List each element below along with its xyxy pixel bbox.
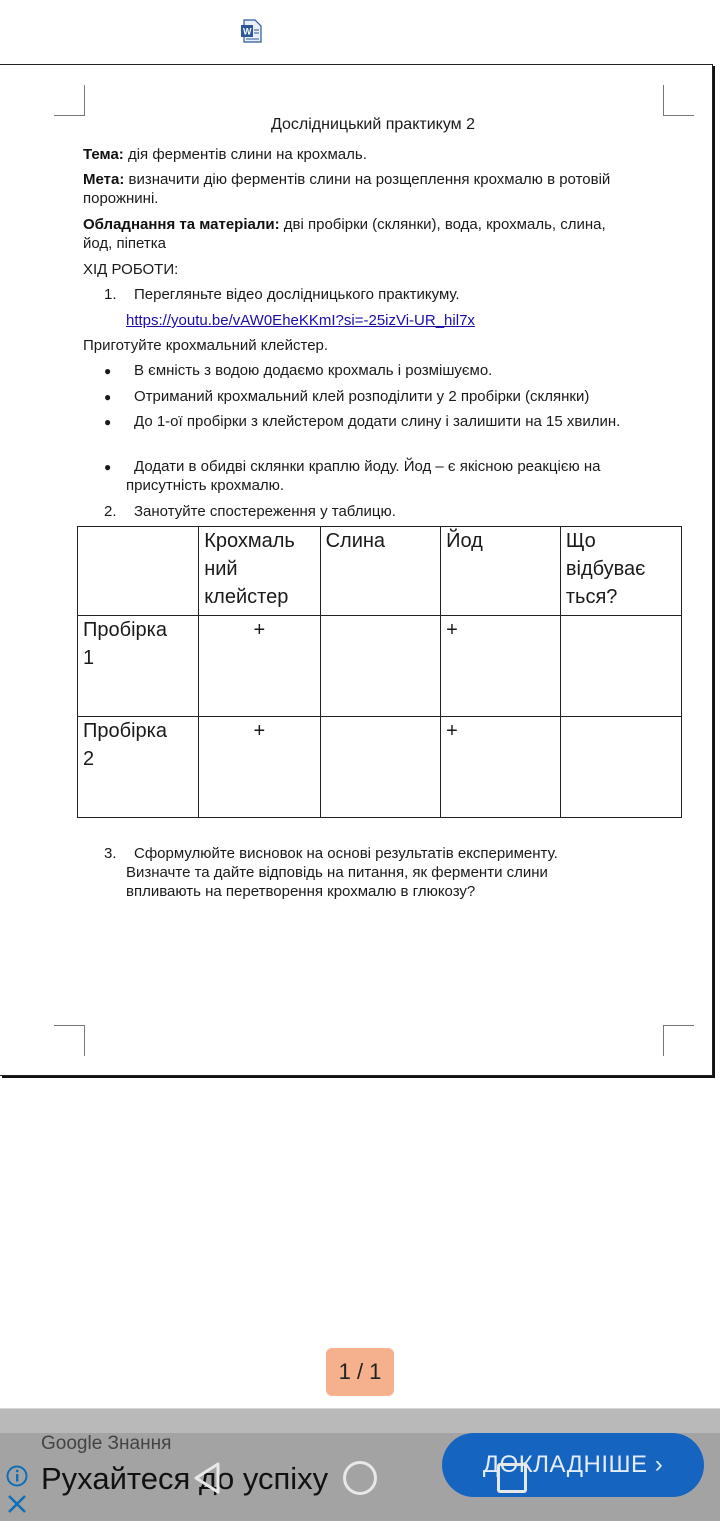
step-2-number: 2. bbox=[104, 503, 117, 520]
bullet-marker: ● bbox=[104, 460, 112, 474]
bullet-item-2-text: Отриманий крохмальний клей розподілити у 2 пробірки (склянки) bbox=[134, 388, 590, 405]
table-cell bbox=[560, 717, 681, 818]
equipment-label: Обладнання та матеріали: bbox=[83, 216, 280, 233]
back-triangle-icon[interactable] bbox=[190, 1461, 224, 1495]
topic-text: дія ферментів слини на крохмаль. bbox=[123, 146, 367, 163]
bullet-item-1-text: В ємність з водою додаємо крохмаль і розмішуємо. bbox=[134, 362, 493, 379]
table-cell: + bbox=[441, 717, 561, 818]
table-header-row bbox=[78, 527, 682, 616]
crop-mark-bottom-left bbox=[54, 1025, 85, 1056]
table-header-cell: Що відбуває ться? bbox=[560, 527, 681, 616]
step-1 bbox=[104, 285, 684, 304]
observation-table bbox=[77, 526, 682, 818]
bullet-item-4-text-1: Додати в обидві склянки краплю йоду. Йод – є якісною реакцією на bbox=[134, 458, 601, 475]
crop-mark-top-left bbox=[54, 85, 85, 116]
learn-more-button[interactable]: ДОКЛАДНІШЕ › bbox=[442, 1433, 704, 1497]
ad-banner[interactable] bbox=[0, 1408, 720, 1521]
table-cell bbox=[560, 616, 681, 717]
recent-square-icon[interactable] bbox=[497, 1463, 527, 1493]
info-icon[interactable] bbox=[6, 1465, 28, 1487]
step-1-number: 1. bbox=[104, 286, 117, 303]
crop-mark-bottom-right bbox=[663, 1025, 694, 1056]
equipment-text-1: дві пробірки (склянки), вода, крохмаль, слина, bbox=[279, 216, 606, 233]
table-header-cell: Крохмаль ний клейстер bbox=[199, 527, 320, 616]
bullet-item-4 bbox=[104, 457, 694, 477]
table-cell: Пробірка 1 bbox=[78, 616, 199, 717]
page-indicator: 1 / 1 bbox=[326, 1348, 394, 1396]
bullet-marker: ● bbox=[104, 390, 112, 404]
bullet-item-3 bbox=[104, 412, 694, 432]
table-header-cell: Слина bbox=[320, 527, 440, 616]
table-row bbox=[78, 616, 682, 717]
table-cell: + bbox=[199, 717, 320, 818]
bullet-item-4-text-2: присутність крохмалю. bbox=[126, 477, 285, 494]
table-cell: + bbox=[199, 616, 320, 717]
svg-text:W: W bbox=[243, 26, 252, 37]
ad-top-strip bbox=[0, 1409, 720, 1433]
video-link-line bbox=[126, 311, 706, 330]
bullet-item-3-text: До 1-ої пробірки з клейстером додати слину і залишити на 15 хвилин. bbox=[134, 413, 621, 430]
document-title: Дослідницький практикум 2 bbox=[271, 116, 475, 133]
step-3-text-2: Визначте та дайте відповідь на питання, як ферменти слини bbox=[126, 864, 548, 881]
table-header-cell bbox=[78, 527, 199, 616]
goal-text-2: порожнині. bbox=[83, 190, 159, 207]
step-3-text-3: впливають на перетворення крохмалю в глюкозу? bbox=[126, 883, 476, 900]
step-3-text-1: Сформулюйте висновок на основі результатів експерименту. bbox=[134, 845, 558, 862]
topic-line bbox=[83, 145, 663, 164]
bullet-marker: ● bbox=[104, 364, 112, 378]
close-icon[interactable] bbox=[6, 1493, 28, 1515]
step-2 bbox=[104, 502, 684, 521]
bullet-item-1 bbox=[104, 361, 684, 381]
step-1-text: Перегляньте відео дослідницького практикуму. bbox=[134, 286, 460, 303]
bullet-item-2 bbox=[104, 387, 684, 407]
prepare-text: Приготуйте крохмальний клейстер. bbox=[83, 337, 329, 354]
topic-label: Тема: bbox=[83, 146, 124, 163]
table-header-cell: Йод bbox=[441, 527, 561, 616]
goal-text-1: визначити дію ферментів слини на розщеплення крохмалю в ротовій bbox=[124, 171, 611, 188]
document-page bbox=[0, 64, 713, 1076]
goal-label: Мета: bbox=[83, 171, 125, 188]
word-doc-icon bbox=[241, 19, 262, 43]
equipment-text-2: йод, піпетка bbox=[83, 235, 167, 252]
step-2-text: Занотуйте спостереження у таблицю. bbox=[134, 503, 396, 520]
step-3 bbox=[104, 844, 684, 863]
ad-brand: Google Знання bbox=[41, 1433, 172, 1454]
video-link[interactable]: https://youtu.be/vAW0EheKKmI?si=-25izVi-UR_hil7x bbox=[126, 312, 475, 329]
ad-headline: Рухайтеся до успіху bbox=[41, 1461, 329, 1496]
goal-line bbox=[83, 170, 663, 189]
table-row bbox=[78, 717, 682, 818]
home-circle-icon[interactable] bbox=[343, 1461, 377, 1495]
table-cell bbox=[320, 616, 440, 717]
bullet-marker: ● bbox=[104, 415, 112, 429]
table-cell bbox=[320, 717, 440, 818]
step-3-number: 3. bbox=[104, 845, 117, 862]
procedure-heading: ХІД РОБОТИ: bbox=[83, 261, 179, 278]
crop-mark-top-right bbox=[663, 85, 694, 116]
equipment-line bbox=[83, 215, 663, 234]
table-cell: + bbox=[441, 616, 561, 717]
table-cell: Пробірка 2 bbox=[78, 717, 199, 818]
